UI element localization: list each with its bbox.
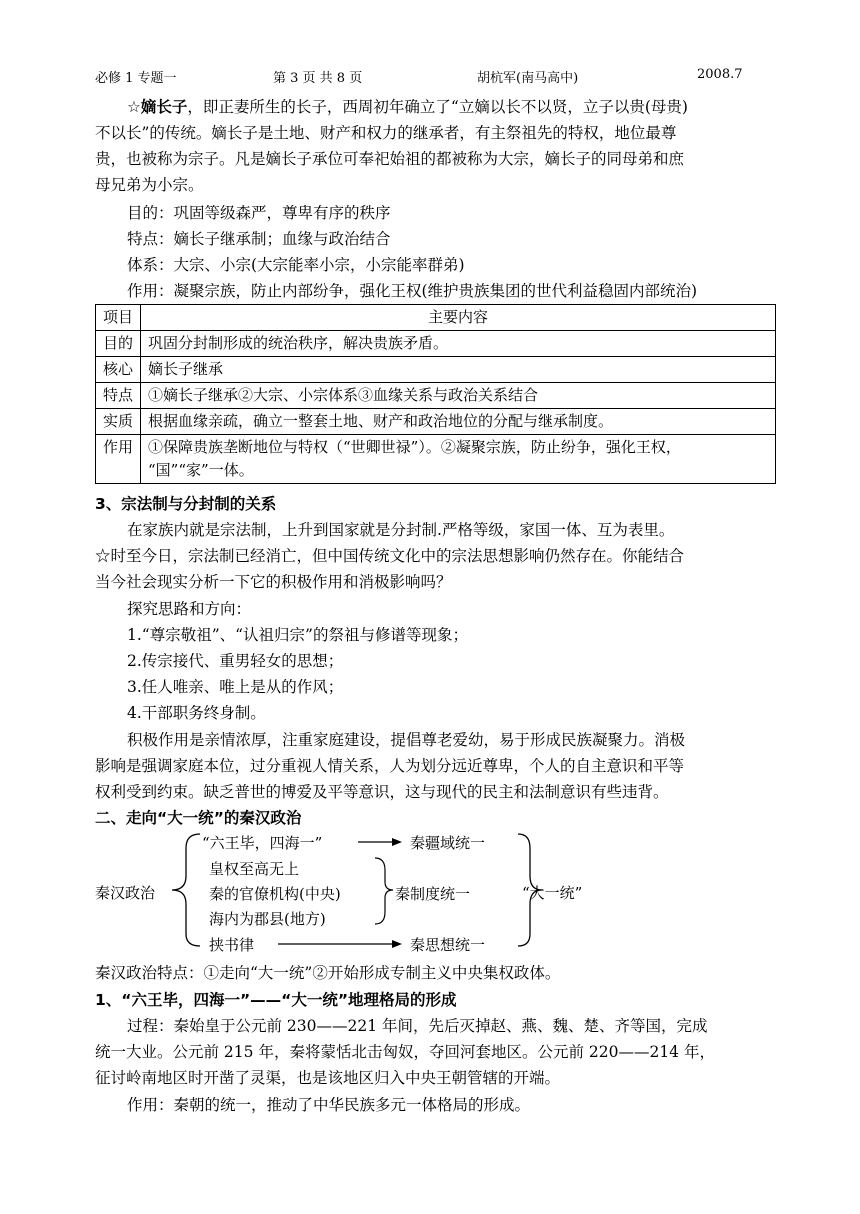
paragraph-line: 影响是强调家庭本位，过分重视人情关系，人为划分远近尊卑，个人的自主意识和平等	[95, 757, 685, 775]
paragraph-line: 探究思路和方向：	[127, 600, 252, 618]
paragraph-line: 统一大业。公元前 215 年，秦将蒙恬北击匈奴，夺回河套地区。公元前 220——214 年，	[95, 1043, 715, 1061]
summary-features: 特点：嫡长子继承制；血缘与政治结合	[127, 230, 391, 248]
paragraph-line: 不以长”的传统。嫡长子是土地、财产和权力的继承者，有主祭祖先的特权，地位最尊	[95, 124, 677, 142]
section-heading: 二、走向“大一统”的秦汉政治	[95, 809, 302, 827]
table-header-cell: 项目	[96, 305, 141, 331]
paragraph-line: 征讨岭南地区时开凿了灵渠，也是该地区归入中央王朝管辖的开端。	[95, 1069, 561, 1087]
table-header-cell: 主要内容	[141, 305, 776, 331]
paragraph-line: ☆嫡长子，即正妻所生的长子，西周初年确立了“立嫡以长不以贤，立子以贵(母贵)	[127, 98, 688, 116]
paragraph-line: 过程：秦始皇于公元前 230——221 年间，先后灭掉赵、燕、魏、楚、齐等国，完成	[127, 1017, 708, 1035]
header-date: 2008.7	[697, 67, 743, 82]
paragraph-line: ☆时至今日，宗法制已经消亡，但中国传统文化中的宗法思想影响仍然存在。你能结合	[95, 547, 685, 565]
diagram-node: 秦的官僚机构(中央)	[209, 885, 341, 903]
paragraph-line: 积极作用是亲情浓厚，注重家庭建设，提倡尊老爱幼，易于形成民族凝聚力。消极	[127, 731, 686, 749]
header-author: 胡杭军(南马高中)	[477, 71, 579, 86]
paragraph-line: 贵，也被称为宗子。凡是嫡长子承位可奉祀始祖的都被称为大宗，嫡长子的同母弟和庶	[95, 150, 685, 168]
header-page-number: 第 3 页 共 8 页	[273, 71, 363, 86]
paragraph-line: 权利受到约束。缺乏普世的博爱及平等意识，这与现代的民主和法制意识有些违背。	[95, 783, 669, 801]
summary-system: 体系：大宗、小宗(大宗能率小宗，小宗能率群弟)	[127, 256, 465, 274]
table-row: 作用 ①保障贵族垄断地位与特权（“世卿世禄”）。②凝聚宗族，防止纷争，强化王权， “国”“家”一体。	[96, 435, 776, 484]
arrow-head	[392, 838, 402, 846]
diagram-root: 秦汉政治	[95, 884, 156, 902]
paragraph-line: 当今社会现实分析一下它的积极作用和消极影响吗？	[95, 573, 452, 591]
diagram-result: 秦制度统一	[395, 885, 471, 903]
list-item: 1.“尊宗敬祖”、“认祖归宗”的祭祖与修谱等现象；	[127, 626, 468, 644]
diagram-node: 海内为郡县(地方)	[209, 910, 326, 928]
diagram-result: 秦思想统一	[410, 936, 486, 954]
paragraph-line: 在家族内就是宗法制，上升到国家就是分封制.严格等级，家国一体、互为表里。	[127, 521, 675, 539]
left-brace	[172, 834, 200, 946]
list-item: 3.任人唯亲、唯上是从的作风；	[127, 678, 344, 696]
diagram-node: 皇权至高无上	[209, 860, 300, 878]
diagram-node: “六王毕，四海一”	[202, 834, 323, 852]
table-row: 核心 嫡长子继承	[96, 357, 776, 383]
paragraph-line: 作用：秦朝的统一，推动了中华民族多元一体格局的形成。	[127, 1096, 531, 1114]
section-heading: 1、“六王毕，四海一”——“大一统”地理格局的形成	[95, 991, 457, 1009]
diagram-result: 秦疆域统一	[410, 834, 486, 852]
summary-function: 作用：凝聚宗族，防止内部纷争，强化王权(维护贵族集团的世代利益稳固内部统治)	[127, 282, 698, 300]
term-title: ☆嫡长子	[127, 98, 188, 116]
list-item: 2.传宗接代、重男轻女的思想；	[127, 652, 344, 670]
summary-purpose: 目的：巩固等级森严，尊卑有序的秩序	[127, 204, 391, 222]
list-item: 4.干部职务终身制。	[127, 704, 266, 722]
table-row: 特点 ①嫡长子继承②大宗、小宗体系③血缘关系与政治关系结合	[96, 383, 776, 409]
table-row: 目的 巩固分封制形成的统治秩序，解决贵族矛盾。	[96, 331, 776, 357]
diagram-conclusion: “大一统”	[522, 884, 583, 902]
diagram-node: 挟书律	[209, 936, 255, 954]
table-row: 实质 根据血缘亲疏，确立一整套土地、财产和政治地位的分配与继承制度。	[96, 409, 776, 435]
paragraph-line: 秦汉政治特点：①走向“大一统”②开始形成专制主义中央集权政体。	[95, 964, 561, 982]
paragraph-line: 母兄弟为小宗。	[95, 176, 204, 194]
header-course: 必修 1 专题一	[95, 71, 177, 86]
arrow-head	[392, 940, 402, 948]
section-heading: 3、宗法制与分封制的关系	[95, 495, 277, 513]
middle-brace	[375, 858, 393, 924]
